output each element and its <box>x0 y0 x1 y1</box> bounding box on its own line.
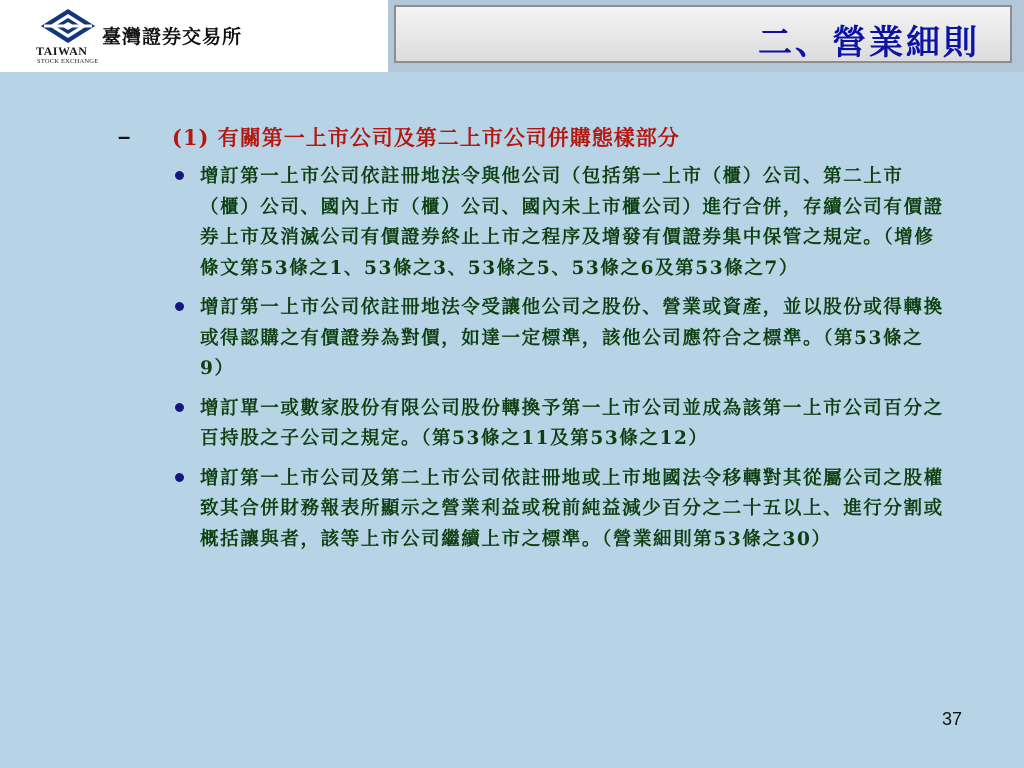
logo-chinese-name: 臺灣證券交易所 <box>102 26 243 48</box>
list-item-text: 增訂第一上市公司及第二上市公司依註冊地或上市地國法令移轉對其從屬公司之股權致其合併財務報表所顯示之營業利益或稅前純益減少百分之二十五以上、進行分割或概括讓與者，該等上市公司繼續上市之標準。（營業細則第53條之30） <box>200 467 944 550</box>
title-area <box>388 0 1024 72</box>
bullet-dot-icon <box>175 171 184 180</box>
list-item-text: 增訂單一或數家股份有限公司股份轉換予第一上市公司並成為該第一上市公司百分之百持股之子公司之規定。（第53條之11及第53條之12） <box>200 397 944 449</box>
logo-area <box>0 0 388 72</box>
list-item-text: 增訂第一上市公司依註冊地法令受讓他公司之股份、營業或資產，並以股份或得轉換或得認購之有價證券為對價，如達一定標準，該他公司應符合之標準。（第53條之9） <box>200 297 944 379</box>
page-number: 37 <box>941 709 962 729</box>
logo-english-name: TAIWAN <box>36 44 88 58</box>
dash-bullet: – <box>118 124 131 149</box>
bullet-dot-icon <box>175 302 184 311</box>
bullet-dot-icon <box>175 403 184 412</box>
list-item <box>170 464 960 556</box>
list-item-text: 增訂第一上市公司依註冊地法令與他公司（包括第一上市（櫃）公司、第二上市（櫃）公司、國內上市（櫃）公司、國內未上市櫃公司）進行合併，存續公司有價證券上市及消滅公司有價證券終止上市之程序及增發有價證券集中保管之規定。（增修條文第53條之1、53條之3、53條之5、53條之6及第53條之7） <box>200 166 944 279</box>
bullet-list <box>170 162 960 564</box>
title-box <box>394 5 1012 63</box>
section-heading: (1) 有關第一上市公司及第二上市公司併購態樣部分 <box>172 125 680 150</box>
list-item <box>170 293 960 385</box>
bullet-dot-icon <box>175 473 184 482</box>
slide-title: 二、營業細則 <box>758 23 980 63</box>
logo-english-subtitle: STOCK EXCHANGE <box>37 58 99 65</box>
list-item <box>170 394 960 455</box>
list-item <box>170 162 960 284</box>
slide-content <box>0 72 1024 768</box>
twse-logo-icon <box>40 8 96 44</box>
slide-header <box>0 0 1024 72</box>
